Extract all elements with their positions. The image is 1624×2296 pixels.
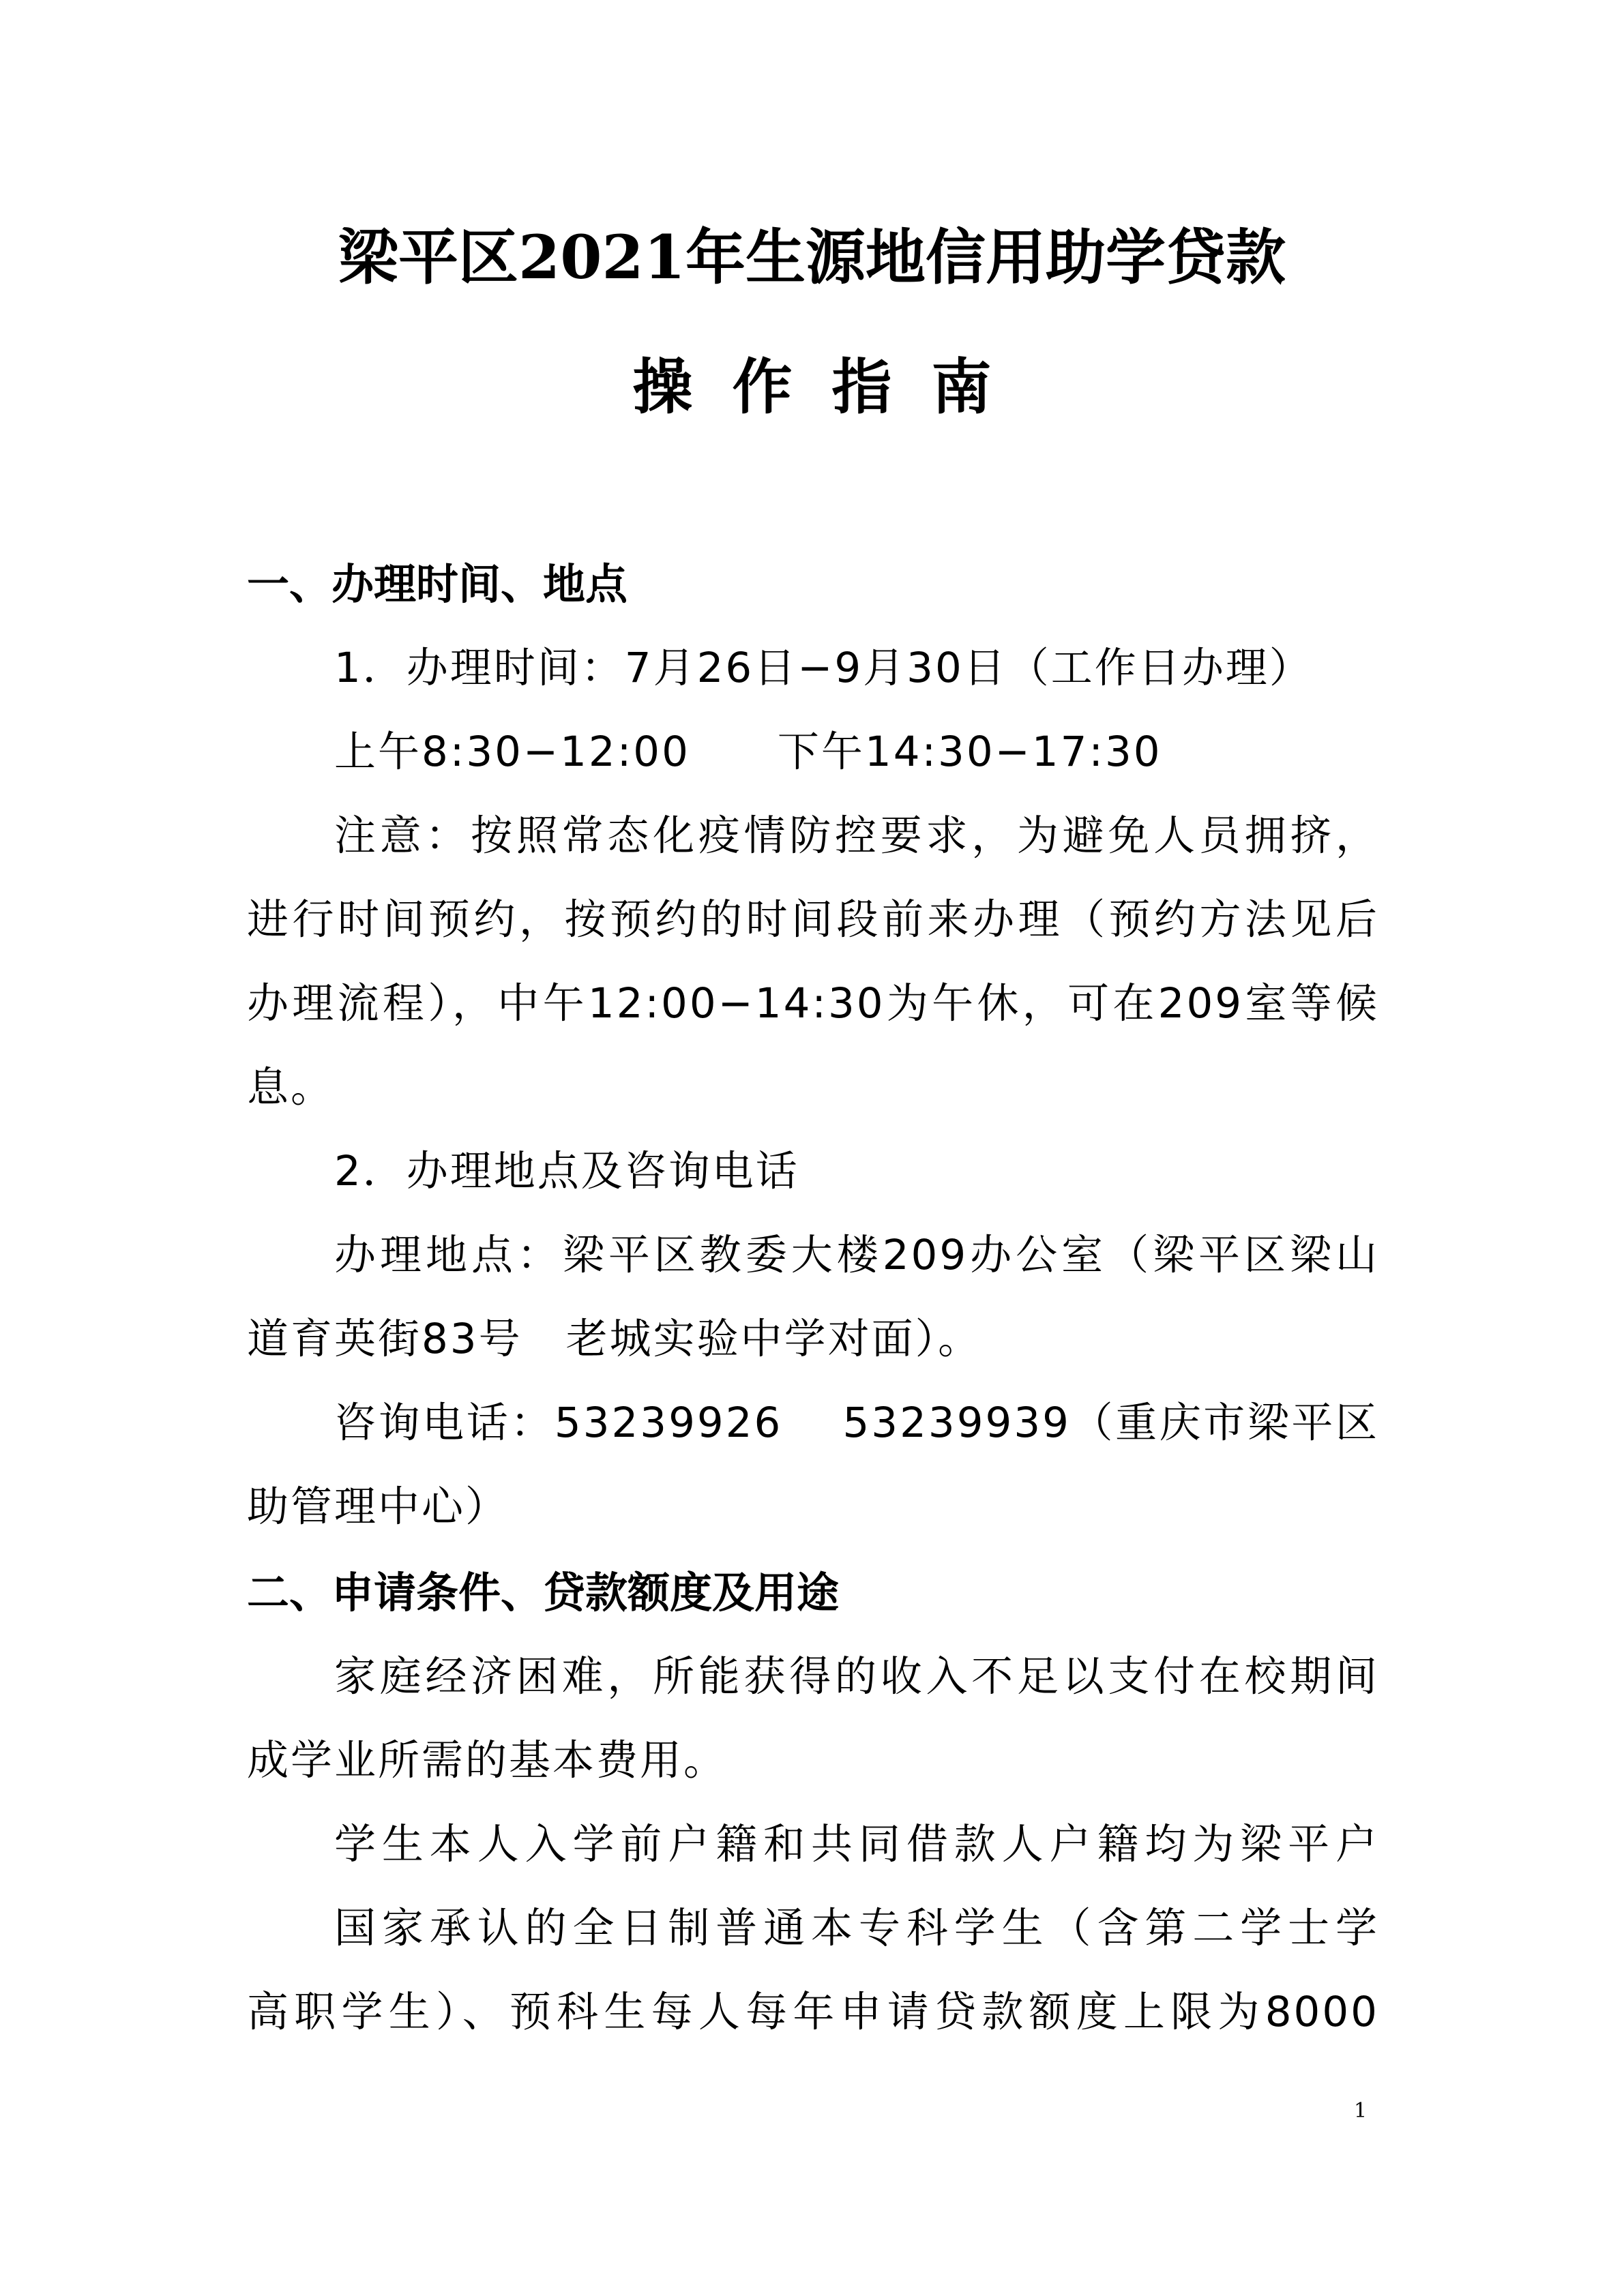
paragraph-line: 助管理中心） [247, 1482, 510, 1531]
paragraph-line: 学生本人入学前户籍和共同借款人户籍均为梁平户 [334, 1820, 1379, 1868]
paragraph-line: 高职学生）、预科生每人每年申请贷款额度上限为8000 [247, 1988, 1379, 2036]
section-heading-conditions: 二、申请条件、贷款额度及用途 [247, 1568, 840, 1617]
page-number: 1 [1354, 2099, 1368, 2123]
paragraph-line: 进行时间预约，按预约的时间段前来办理（预约方法见后 [247, 895, 1379, 944]
paragraph-line: 2．办理地点及咨询电话 [334, 1147, 799, 1195]
document-title: 梁平区2021年生源地信用助学贷款 [338, 222, 1286, 293]
paragraph-line: 成学业所需的基本费用。 [247, 1736, 728, 1785]
paragraph-line: 道育英街83号 老城实验中学对面）。 [247, 1315, 982, 1363]
paragraph-line: 上午8:30−12:00 下午14:30−17:30 [334, 728, 1162, 776]
paragraph-line: 办理流程），中午12:00−14:30为午休，可在209室等候 [247, 979, 1379, 1028]
section-heading-time-location: 一、办理时间、地点 [247, 559, 628, 609]
paragraph-line: 咨询电话：53239926 53239939（重庆市梁平区 [334, 1399, 1379, 1447]
paragraph-line: 家庭经济困难，所能获得的收入不足以支付在校期间 [334, 1652, 1379, 1701]
document-subtitle: 操作指南 [632, 351, 1031, 422]
paragraph-line: 办理地点：梁平区教委大楼209办公室（梁平区梁山 [334, 1231, 1379, 1279]
paragraph-line: 注意：按照常态化疫情防控要求，为避免人员拥挤， [334, 811, 1379, 860]
paragraph-line: 1．办理时间：7月26日−9月30日（工作日办理） [334, 644, 1313, 692]
paragraph-line: 国家承认的全日制普通本专科学生（含第二学士学 [334, 1904, 1379, 1952]
paragraph-line: 息。 [247, 1063, 335, 1112]
